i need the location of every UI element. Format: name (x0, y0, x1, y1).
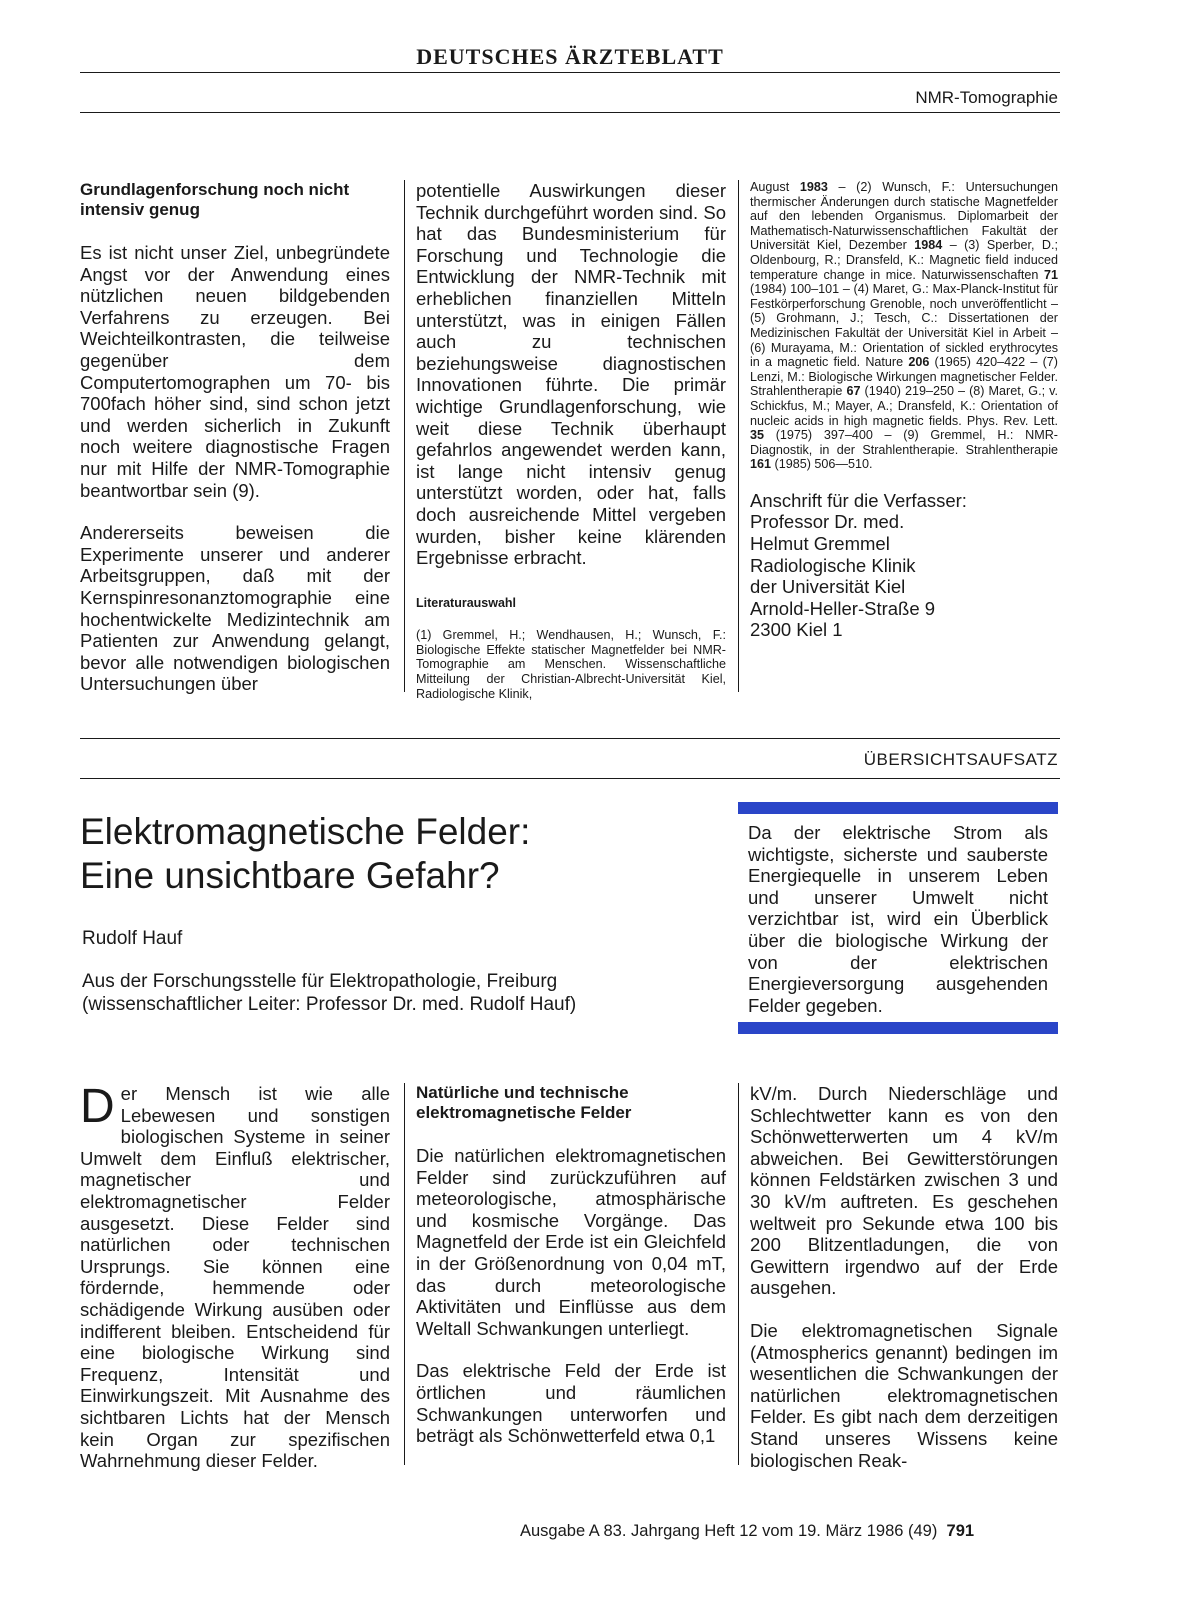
paragraph: Die natürlichen elektromagnetischen Felder sind zurückzuführen auf meteorologische, atmosphärische und kosmische Vorgänge. Das Magnetfeld der Erde ist ein Gleichfeld in der Größenordnung von 0,04 mT, das durch meteorologische Aktivitäten und Einflüsse aus dem Weltall Schwankungen unterliegt. (416, 1145, 726, 1339)
article-column-1 (80, 1080, 390, 1493)
summary-box (738, 802, 1058, 1034)
issue-info: Ausgabe A 83. Jahrgang Heft 12 vom 19. März 1986 (49) (520, 1522, 938, 1540)
article-column-3 (750, 1083, 1058, 1492)
summary-text: Da der elektrische Strom als wichtigste, sicherste und sauberste Energiequelle in unserem Leben und unserer Umwelt nicht verzichtbar ist, wird ein Überblick über die biologische Wirkung der von der elektrischen Energieversorgung ausgehenden Felder gegeben. (748, 822, 1048, 1016)
paragraph: Die elektromagnetischen Signale (Atmospherics genannt) bedingen im wesentlichen die Schwankungen der natürlichen elektromagnetischen Felder. Es gibt nach dem derzeitigen Stand unseres Wissens keine biologischen Reak- (750, 1319, 1058, 1471)
prev-article-column-1 (80, 180, 390, 716)
literature-list: (1) Gremmel, H.; Wendhausen, H.; Wunsch, F.: Biologische Effekte statischer Magnetfelder bei NMR-Tomographie am Menschen. Wissenschaftliche Mitteilung der Christian-Albrecht-Universität Kiel, Radiologische Klinik, (416, 628, 726, 701)
article-title: Elektromagnetische Felder: Eine unsichtbare Gefahr? (80, 811, 531, 896)
column-divider (404, 1083, 405, 1465)
author-address: Anschrift für die Verfasser: Professor Dr. med. Helmut Gremmel Radiologische Klinik der Universität Kiel Arnold-Heller-Straße 9 2300 Kiel 1 (750, 489, 967, 641)
header-rule (80, 112, 1060, 113)
paragraph: Andererseits beweisen die Experimente unserer und anderer Arbeitsgruppen, daß mit der Kernspinresonanztomographie eine hochentwickelte Medizintechnik am Patienten zur Anwendung gelangt, bevor alle notwendigen biologischen Untersuchungen über (80, 522, 390, 695)
affiliation: Aus der Forschungsstelle für Elektropathologie, Freiburg (wissenschaftlicher Leiter: Professor Dr. med. Rudolf Hauf) (82, 971, 577, 1015)
prev-article-column-3 (750, 180, 1058, 641)
masthead-rule (80, 72, 1060, 73)
literature-list-continued: August 1983 – (2) Wunsch, F.: Untersuchungen thermischer Änderungen durch statische Magnetfelder auf den lebenden Organismus. Diplomarbeit der Mathematisch-Naturwissenschaftlichen Fakultät der Universität Kiel, Dezember 1984 – (3) Sperber, D.; Oldenbourg, R.; Dransfeld, K.: Magnetic field induced temperature change in mice. Naturwissenschaften 71 (1984) 100–101 – (4) Maret, G.: Max-Planck-Institut für Festkörperforschung Grenoble, noch unveröffentlicht – (5) Grohmann, J.; Tesch, C.: Dissertationen der Medizinischen Fakultät der Universität Kiel in Arbeit – (6) Murayama, M.: Orientation of sickled erythrocytes in a magnetic field. Nature 206 (1965) 420–422 – (7) Lenzi, M.: Biologische Wirkungen magnetischer Felder. Strahlentherapie 67 (1940) 219–250 – (8) Maret, G.; v. Schickfus, M.; Mayer, A.; Dransfeld, K.: Orientation of nucleic acids in high magnetic fields. Phys. Rev. Lett. 35 (1975) 397–400 – (9) Gremmel, H.: NMR-Diagnostik, in der Strahlentherapie. Strahlentherapie 161 (1985) 506—510. (750, 180, 1059, 472)
column-divider (738, 180, 739, 692)
category-label: ÜBERSICHTSAUFSATZ (863, 750, 1058, 769)
masthead: DEUTSCHES ÄRZTEBLATT (416, 44, 724, 69)
summary-top-bar (738, 802, 1058, 814)
paragraph: Das elektrische Feld der Erde ist örtlichen und räumlichen Schwankungen unterworfen und beträgt als Schönwetterfeld etwa 0,1 (416, 1360, 726, 1447)
article-column-2 (416, 1083, 726, 1468)
literature-heading: Literaturauswahl (416, 595, 517, 610)
drop-cap: D (80, 1080, 115, 1133)
page-footer (520, 1522, 974, 1541)
column-divider (404, 180, 405, 692)
article-separator-rule (80, 738, 1060, 739)
prev-article-column-2 (416, 180, 726, 701)
summary-bottom-bar (738, 1022, 1058, 1034)
section-heading: Natürliche und technische elektromagnetische Felder (416, 1083, 632, 1122)
paragraph: kV/m. Durch Niederschläge und Schlechtwetter kann es von den Schönwetterwerten um 4 kV/m abweichen. Bei Gewitterstörungen können Feldstärken zwischen 3 und 30 kV/m auftreten. Es geschehen weltweit pro Sekunde etwa 100 bis 200 Blitzentladungen, die von Gewittern irgendwo auf der Erde ausgehen. (750, 1083, 1058, 1299)
section-heading: Grundlagenforschung noch nicht intensiv genug (80, 180, 350, 219)
column-divider (738, 1083, 739, 1465)
paragraph: potentielle Auswirkungen dieser Technik durchgeführt worden sind. So hat das Bundesministerium für Forschung und Technologie die Entwicklung der NMR-Technik mit erheblichen finanziellen Mitteln unterstützt, was in einigen Fällen auch zu technischen beziehungsweise diagnostischen Innovationen führte. Die primär wichtige Grundlagenforschung, wie weit diese Technik überhaupt gefahrlos angewendet werden kann, ist lange nicht intensiv genug unterstützt worden, oder hat, falls doch ausreichende Mittel vergeben wurden, bisher keine klärenden Ergebnisse erbracht. (416, 180, 726, 569)
category-rule (80, 778, 1060, 779)
section-label: NMR-Tomographie (915, 88, 1058, 107)
author-name: Rudolf Hauf (82, 928, 183, 949)
page-number: 791 (946, 1522, 975, 1540)
paragraph: Es ist nicht unser Ziel, unbegründete Angst vor der Anwendung eines nützlichen neuen bildgebenden Verfahrens zu erzeugen. Bei Weichteilkontrasten, die teilweise gegenüber dem Computertomographen um 70- bis 700fach höher sind, sind schon jetzt und werden sicherlich in Zukunft noch weitere diagnostische Fragen nur mit Hilfe der NMR-Tomographie beantwortbar sein (9). (80, 242, 390, 501)
paragraph: Der Mensch ist wie alle Lebewesen und sonstigen biologischen Systeme in seiner Umwelt dem Einfluß elektrischer, magnetischer und elektromagnetischer Felder ausgesetzt. Diese Felder sind natürlichen oder technischen Ursprungs. Sie können eine fördernde, hemmende oder schädigende Wirkung ausüben oder indifferent bleiben. Entscheidend für eine biologische Wirkung sind Frequenz, Intensität und Einwirkungszeit. Mit Ausnahme des sichtbaren Lichts hat der Mensch kein Organ zur spezifischen Wahrnehmung dieser Felder. (80, 1080, 390, 1472)
